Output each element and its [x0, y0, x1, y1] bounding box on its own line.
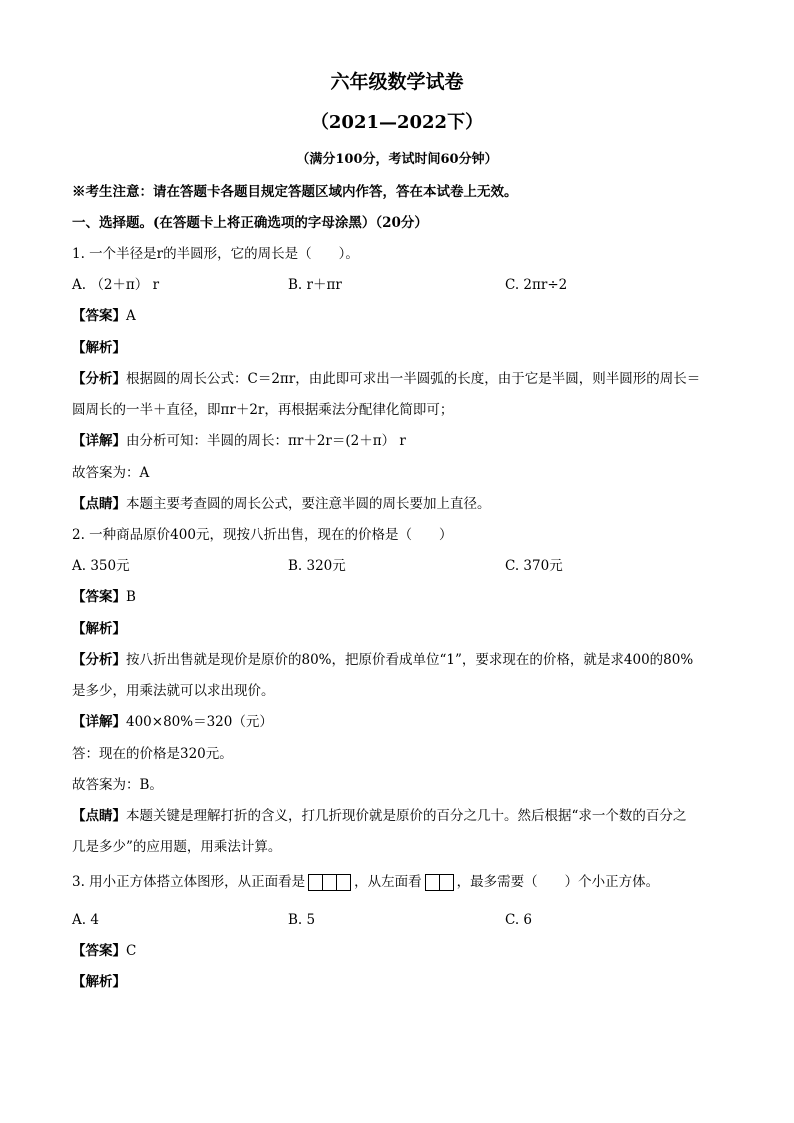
- q3-answer-value: C: [126, 943, 137, 959]
- front-view-cell: [336, 874, 351, 891]
- q3-stem-part3: ，最多需要（ ）个小正方体。: [456, 874, 660, 890]
- q3-analysis-tag: 【解析】: [72, 974, 126, 990]
- exam-warning: ※考生注意：请在答题卡各题目规定答题区域内作答，答在本试卷上无效。: [72, 184, 518, 200]
- detail-tag: 【详解】: [72, 714, 126, 730]
- q1-option-b: B. r＋πr: [288, 277, 342, 293]
- q1-option-a: A. （2＋π） r: [72, 277, 160, 293]
- q3-option-a: A. 4: [72, 912, 99, 928]
- exam-title: 六年级数学试卷: [330, 71, 464, 93]
- q1-answer-value: A: [126, 308, 136, 324]
- q1-detail-text: 由分析可知：半圆的周长：πr＋2r＝(2＋π） r: [126, 433, 406, 449]
- q2-option-a: A. 350元: [72, 558, 130, 574]
- q1-analysis-tag: 【解析】: [72, 340, 126, 356]
- q2-analysis-tag: 【解析】: [72, 621, 126, 637]
- exam-year: （2021—2022下）: [310, 112, 484, 133]
- q2-fenxi-line2: 是多少，用乘法就可以求出现价。: [72, 683, 275, 699]
- q2-answer-value: B: [126, 589, 136, 605]
- q2-stem: 2. 一种商品原价400元，现按八折出售，现在的价格是（ ）: [72, 527, 453, 543]
- answer-tag: 【答案】: [72, 589, 126, 605]
- q1-detail: [72, 432, 406, 450]
- front-view-figure: [308, 874, 351, 891]
- exam-note: （满分100分，考试时间60分钟）: [296, 152, 498, 167]
- left-view-cell: [425, 874, 440, 891]
- q3-option-c: C. 6: [505, 912, 533, 928]
- left-view-cell: [439, 874, 454, 891]
- q2-conclusion: 故答案为：B。: [72, 777, 163, 793]
- q1-comment: [72, 495, 491, 513]
- comment-tag: 【点睛】: [72, 808, 126, 824]
- q1-answer: [72, 307, 136, 325]
- q2-detail-text: 400×80%＝320（元）: [126, 714, 273, 730]
- fenxi-tag: 【分析】: [72, 652, 126, 668]
- q2-answer: [72, 588, 136, 606]
- q2-fenxi-text1: 按八折出售就是现价是原价的80%，把原价看成单位“1”，要求现在的价格，就是求400的80%: [126, 652, 694, 668]
- q3-stem: [72, 873, 659, 891]
- q2-detail: [72, 713, 273, 731]
- front-view-cell: [322, 874, 337, 891]
- fenxi-tag: 【分析】: [72, 371, 126, 387]
- comment-tag: 【点睛】: [72, 496, 126, 512]
- q3-option-b: B. 5: [288, 912, 316, 928]
- section-heading: 一、选择题。(在答题卡上将正确选项的字母涂黑）（20分）: [72, 215, 428, 231]
- q3-stem-part1: 3. 用小正方体搭立体图形，从正面看是: [72, 874, 306, 890]
- answer-tag: 【答案】: [72, 943, 126, 959]
- q2-comment-line2: 几是多少”的应用题，用乘法计算。: [72, 839, 282, 855]
- q2-comment-line1: [72, 807, 686, 825]
- answer-tag: 【答案】: [72, 308, 126, 324]
- detail-tag: 【详解】: [72, 433, 126, 449]
- q1-fenxi-line1: [72, 370, 700, 388]
- q1-option-c: C. 2πr÷2: [505, 277, 568, 293]
- q1-fenxi-line2: 圆周长的一半＋直径，即πr＋2r，再根据乘法分配律化简即可；: [72, 402, 454, 418]
- front-view-cell: [308, 874, 323, 891]
- q1-comment-text: 本题主要考查圆的周长公式，要注意半圆的周长要加上直径。: [126, 496, 491, 512]
- q1-conclusion: 故答案为：A: [72, 465, 150, 481]
- q1-fenxi-text1: 根据圆的周长公式：C＝2πr，由此即可求出一半圆弧的长度，由于它是半圆，则半圆形的周长＝: [126, 371, 701, 387]
- q1-stem: 1. 一个半径是r的半圆形，它的周长是（ ）。: [72, 246, 359, 262]
- q3-stem-part2: ，从左面看: [354, 874, 422, 890]
- q3-answer: [72, 942, 136, 960]
- q2-option-b: B. 320元: [288, 558, 346, 574]
- q2-reply: 答：现在的价格是320元。: [72, 746, 233, 762]
- q2-comment-text1: 本题关键是理解打折的含义，打几折现价就是原价的百分之几十。然后根据“求一个数的百分之: [126, 808, 687, 824]
- left-view-figure: [425, 874, 454, 891]
- q2-fenxi-line1: [72, 651, 693, 669]
- q2-option-c: C. 370元: [505, 558, 563, 574]
